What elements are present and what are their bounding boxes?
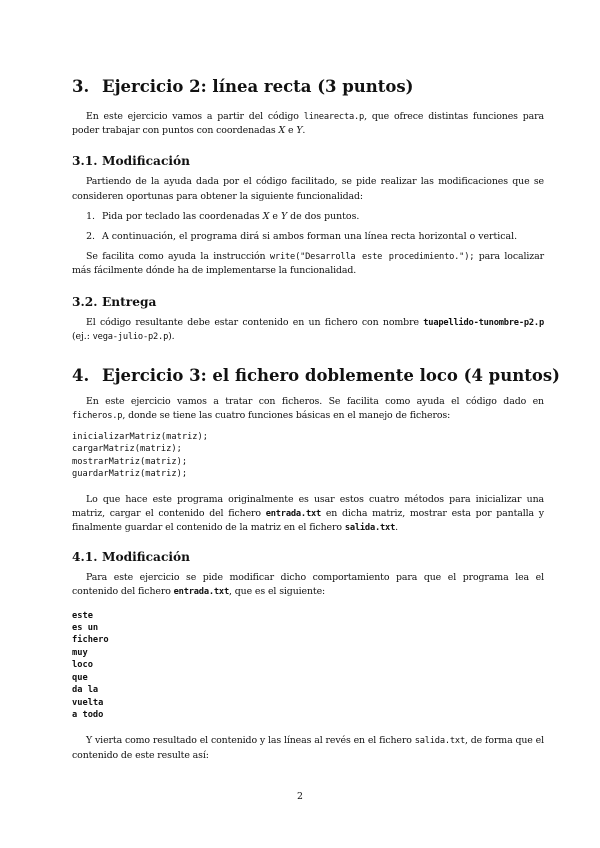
math-var: X: [262, 210, 270, 222]
inline-code: linearecta.p: [303, 112, 365, 122]
text: e: [269, 210, 281, 222]
inline-code: salida.txt: [414, 736, 465, 747]
text: .: [395, 522, 399, 534]
inline-code: entrada.txt: [265, 508, 322, 519]
file-line: fichero: [72, 635, 109, 646]
text: En este ejercicio vamos a partir del código: [86, 111, 304, 122]
text: El código resultante debe estar contenido en un fichero con nombre: [86, 317, 424, 329]
paragraph: [72, 316, 544, 344]
section-number: 4.: [72, 365, 90, 385]
code-line: mostrarMatriz(matriz);: [72, 456, 188, 467]
list-item: 2. A continuación, el programa dirá si ambos forman una línea recta horizontal o vertical.: [98, 230, 544, 244]
file-line: vuelta: [72, 697, 104, 708]
text: (ej.:: [72, 331, 93, 343]
section-4-heading: [72, 365, 560, 387]
text: Y vierta como resultado el contenido y las líneas al revés en el fichero: [86, 735, 415, 747]
text: .: [302, 125, 306, 137]
file-line: loco: [72, 660, 93, 671]
inline-code: tuapellido-tunombre-p2.p: [423, 318, 544, 329]
file-line: da la: [72, 685, 99, 696]
math-var: Y: [296, 125, 303, 137]
inline-code: ficheros.p: [72, 410, 123, 421]
text: , de forma que el contenido de este resulte así:: [72, 735, 544, 761]
text: Para este ejercicio se pide modificar dicho comportamiento para que el programa lea el contenido del fichero: [72, 572, 544, 598]
text: Se facilita como ayuda la instrucción: [86, 250, 270, 262]
subsection-3-1-heading: [72, 153, 544, 169]
paragraph: [72, 571, 544, 599]
file-line: a todo: [72, 709, 104, 720]
page-body: [72, 70, 560, 763]
paragraph: Partiendo de la ayuda dada por el código facilitado, se pide realizar las modificaciones que se consideren oportunas para obtener la siguiente funcionalidad:: [72, 176, 544, 202]
code-line: cargarMatriz(matriz);: [72, 444, 182, 455]
paragraph: [72, 250, 544, 278]
inline-code: vega-julio-p2.p: [92, 332, 169, 343]
file-content-block: [72, 610, 544, 722]
file-line: que: [72, 672, 88, 683]
subsection-title: Modificación: [102, 154, 190, 169]
page-number: 2: [297, 791, 303, 802]
section-title: Ejercicio 2: línea recta (3 puntos): [102, 77, 414, 96]
functions-code-block: [72, 431, 544, 481]
subsection-title: Entrega: [102, 295, 157, 310]
inline-code: write("Desarrolla este procedimiento.");: [269, 251, 475, 262]
subsection-number: 3.1.: [72, 154, 98, 169]
inline-code: salida.txt: [344, 523, 396, 534]
subsection-title: Modificación: [102, 550, 190, 565]
text: , donde se tiene las cuatro funciones básicas en el manejo de ficheros:: [122, 409, 451, 421]
file-line: es un: [72, 623, 99, 634]
text: Lo que hace este programa originalmente es usar estos cuatro métodos para inicializar una matriz, cargar el contenido del fichero: [72, 493, 544, 519]
text: e: [285, 125, 297, 137]
text: , que es el siguiente:: [229, 586, 326, 598]
subsection-4-1-heading: [72, 549, 544, 565]
subsection-3-2-heading: [72, 294, 544, 310]
text: de dos puntos.: [287, 210, 360, 222]
text: en dicha matriz, mostrar esta por pantalla y finalmente guardar el contenido de la matriz en el fichero: [72, 507, 545, 534]
section-3-heading: [72, 76, 544, 98]
file-line: muy: [72, 647, 88, 658]
section-4-intro: [72, 395, 544, 423]
list-item: [98, 210, 544, 224]
section-3-intro: [72, 110, 544, 138]
math-var: X: [278, 125, 286, 137]
inline-code: entrada.txt: [173, 587, 229, 598]
subsection-number: 3.2.: [72, 295, 98, 310]
text: ).: [168, 331, 175, 343]
text: , que ofrece distintas funciones para poder trabajar con puntos con coordenadas: [72, 111, 544, 137]
text: para localizar más fácilmente dónde ha de implementarse la funcionalidad.: [72, 250, 544, 277]
paragraph: [72, 734, 544, 762]
requirements-list: [72, 210, 544, 244]
math-var: Y: [280, 210, 288, 222]
subsection-number: 4.1.: [72, 550, 98, 565]
text: Pida por teclado las coordenadas: [102, 210, 263, 222]
paragraph: [72, 493, 544, 536]
file-line: este: [72, 610, 93, 621]
code-line: inicializarMatriz(matriz);: [72, 432, 208, 443]
section-number: 3.: [72, 77, 90, 96]
section-title: Ejercicio 3: el fichero doblemente loco (4 puntos): [102, 365, 560, 385]
text: En este ejercicio vamos a tratar con ficheros. Se facilita como ayuda el código dado en: [86, 395, 544, 407]
code-line: guardarMatriz(matriz);: [72, 469, 188, 480]
